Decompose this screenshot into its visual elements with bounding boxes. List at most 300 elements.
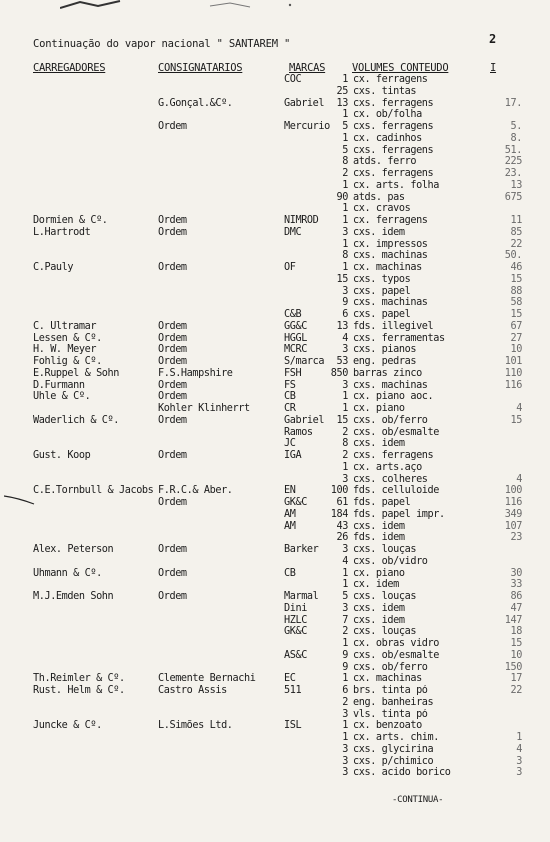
quantity-cell: 1 (342, 203, 348, 215)
shipper-cell: Rust. Helm & Cº. (33, 685, 125, 696)
value-cell: 150 (504, 661, 522, 673)
table-row (0, 274, 550, 286)
consignee-cell: L.Simões Ltd. (158, 720, 233, 732)
table-row (0, 121, 550, 133)
content-cell: fds. papel (353, 497, 411, 508)
value-cell: 23 (510, 532, 522, 544)
shipper-cell: Dormien & Cº. (33, 215, 108, 226)
value-cell: 88 (510, 285, 522, 297)
value-cell: 5. (510, 121, 522, 132)
table-row (0, 368, 550, 380)
page-number: 2 (489, 32, 497, 46)
mark-cell: Marmal (284, 591, 319, 602)
quantity-cell: 1 (342, 238, 348, 250)
value-cell: 85 (510, 226, 522, 238)
quantity-cell: 1 (342, 262, 348, 273)
value-cell: 15 (510, 414, 522, 426)
shipper-cell: C.E.Tornbull & Jacobs (33, 485, 153, 497)
value-cell: 4 (516, 403, 522, 414)
value-cell: 13 (510, 179, 522, 191)
shipper-cell: Th.Reimler & Cº. (33, 673, 125, 685)
content-cell: cx. machinas (353, 673, 422, 685)
table-row (0, 556, 550, 568)
mark-cell: Gabriel (284, 414, 325, 426)
consignee-cell: Ordem (158, 320, 187, 332)
mark-cell: Barker (284, 544, 319, 555)
value-cell: 18 (510, 626, 522, 638)
content-cell: cxs. ferragens (353, 121, 434, 132)
value-cell: 15 (510, 309, 522, 320)
shipper-cell: Waderlich & Cº. (33, 414, 120, 426)
table-row (0, 380, 550, 392)
content-cell: cx. arts. chim. (353, 732, 440, 743)
table-row (0, 685, 550, 697)
quantity-cell: 9 (342, 297, 348, 309)
mark-cell: S/marca (284, 356, 325, 367)
quantity-cell: 3 (342, 285, 348, 297)
quantity-cell: 1 (342, 732, 348, 743)
table-row (0, 321, 550, 333)
content-cell: cx. arts. folha (353, 179, 440, 191)
table-row (0, 720, 550, 732)
table-row (0, 591, 550, 603)
quantity-cell: 1 (342, 720, 348, 732)
header-shippers: CARREGADORES (33, 62, 106, 74)
table-row (0, 391, 550, 403)
table-row (0, 521, 550, 533)
consignee-cell: Ordem (158, 344, 187, 356)
shipper-cell: Uhmann & Cº. (33, 567, 102, 579)
value-cell: 15 (510, 638, 522, 649)
value-cell: 107 (504, 520, 522, 532)
mark-cell: AS&C (284, 649, 307, 661)
content-cell: cxs. idem (353, 226, 405, 238)
content-cell: cxs. glycirina (353, 743, 434, 755)
content-cell: eng. pedras (353, 356, 417, 367)
mark-cell: IGA (284, 450, 302, 461)
table-row (0, 568, 550, 580)
table-row (0, 344, 550, 356)
document-title: Continuação do vapor nacional " SANTAREM " (33, 38, 291, 50)
content-cell: cxs. ob/ferro (353, 661, 428, 673)
value-cell: 116 (504, 379, 522, 391)
consignee-cell: F.R.C.& Aber. (158, 485, 233, 497)
shipper-cell: Uhle & Cº. (33, 391, 91, 403)
table-row (0, 474, 550, 486)
content-cell: cx. obras vidro (353, 638, 440, 649)
quantity-cell: 8 (342, 156, 348, 168)
value-cell: 101 (504, 356, 522, 367)
value-cell: 51. (504, 144, 522, 156)
quantity-cell: 90 (336, 191, 348, 203)
table-row (0, 403, 550, 415)
manifest-table (0, 74, 550, 779)
quantity-cell: 3 (342, 602, 348, 614)
quantity-cell: 9 (342, 649, 348, 661)
table-row (0, 180, 550, 192)
content-cell: cxs. papel (353, 285, 411, 297)
value-cell: 22 (510, 685, 522, 696)
table-row (0, 227, 550, 239)
quantity-cell: 1 (342, 109, 348, 121)
consignee-cell: Ordem (158, 414, 187, 426)
shipper-cell: M.J.Emden Sohn (33, 591, 114, 602)
quantity-cell: 1 (342, 579, 348, 591)
consignee-cell: Ordem (158, 356, 187, 367)
mark-cell: FS (284, 379, 296, 391)
value-cell: 23. (504, 168, 522, 179)
content-cell: barras zinco (353, 367, 422, 379)
content-cell: cxs. ob/esmalte (353, 649, 440, 661)
quantity-cell: 1 (342, 391, 348, 403)
content-cell: cxs. machinas (353, 250, 428, 262)
header-consignees: CONSIGNATARIOS (158, 62, 243, 74)
mark-cell: CB (284, 391, 296, 403)
mark-cell: EN (284, 485, 296, 497)
consignee-cell: Ordem (158, 544, 187, 555)
mark-cell: GK&C (284, 626, 307, 638)
table-row (0, 427, 550, 439)
shipper-cell: C.Pauly (33, 262, 74, 273)
table-row (0, 309, 550, 321)
mark-cell: GG&C (284, 320, 307, 332)
quantity-cell: 3 (342, 226, 348, 238)
content-cell: cx. cravos (353, 203, 411, 215)
table-row (0, 532, 550, 544)
table-row (0, 544, 550, 556)
mark-cell: FSH (284, 367, 302, 379)
quantity-cell: 13 (336, 320, 348, 332)
quantity-cell: 3 (342, 755, 348, 767)
value-cell: 349 (504, 508, 522, 520)
shipper-cell: L.Hartrodt (33, 226, 91, 238)
table-row (0, 109, 550, 121)
mark-cell: CB (284, 567, 296, 579)
shipper-cell: D.Furmann (33, 379, 85, 391)
value-cell: 1 (516, 732, 522, 743)
quantity-cell: 4 (342, 555, 348, 567)
value-cell: 147 (504, 614, 522, 626)
content-cell: cx. piano (353, 567, 405, 579)
quantity-cell: 1 (342, 673, 348, 685)
content-cell: cxs. idem (353, 614, 405, 626)
table-row (0, 744, 550, 756)
table-row (0, 497, 550, 509)
content-cell: fds. idem (353, 532, 405, 544)
content-cell: cxs. machinas (353, 379, 428, 391)
header-volumes-content: VOLUMES CONTEUDO (352, 62, 449, 74)
quantity-cell: 3 (342, 708, 348, 720)
quantity-cell: 6 (342, 685, 348, 696)
table-row (0, 239, 550, 251)
content-cell: cxs. louças (353, 626, 417, 638)
table-row (0, 333, 550, 345)
quantity-cell: 15 (336, 414, 348, 426)
content-cell: fds. papel impr. (353, 508, 445, 520)
content-cell: cxs. ferramentas (353, 332, 445, 344)
quantity-cell: 3 (342, 344, 348, 356)
table-row (0, 156, 550, 168)
quantity-cell: 2 (342, 696, 348, 708)
mark-cell: MCRC (284, 344, 307, 356)
quantity-cell: 9 (342, 661, 348, 673)
table-row (0, 732, 550, 744)
table-row (0, 415, 550, 427)
mark-cell: HGGL (284, 332, 307, 344)
table-row (0, 579, 550, 591)
content-cell: cxs. louças (353, 544, 417, 555)
value-cell: 110 (504, 367, 522, 379)
content-cell: cx. piano aoc. (353, 391, 434, 403)
value-cell: 58 (510, 297, 522, 309)
value-cell: 10 (510, 344, 522, 356)
content-cell: cxs. tintas (353, 85, 417, 97)
consignee-cell: Kohler Klinherrt (158, 403, 250, 414)
quantity-cell: 2 (342, 450, 348, 461)
quantity-cell: 8 (342, 250, 348, 262)
table-row (0, 438, 550, 450)
content-cell: cxs. ob/vidro (353, 555, 428, 567)
value-cell: 10 (510, 649, 522, 661)
content-cell: cxs. pianos (353, 344, 417, 356)
mark-cell: ISL (284, 720, 302, 732)
consignee-cell: Ordem (158, 497, 187, 508)
consignee-cell: Ordem (158, 226, 187, 238)
quantity-cell: 26 (336, 532, 348, 544)
quantity-cell: 3 (342, 379, 348, 391)
shipper-cell: Fohlig & Cº. (33, 356, 102, 367)
value-cell: 11 (510, 215, 522, 226)
content-cell: cxs. ob/esmalte (353, 426, 440, 438)
mark-cell: GK&C (284, 497, 307, 508)
mark-cell: HZLC (284, 614, 307, 626)
content-cell: cxs. colheres (353, 473, 428, 485)
quantity-cell: 4 (342, 332, 348, 344)
quantity-cell: 8 (342, 438, 348, 450)
value-cell: 50. (504, 250, 522, 262)
header-marks: MARCAS (289, 62, 326, 74)
mark-cell: EC (284, 673, 296, 685)
continued-marker: -CONTINUA- (392, 795, 444, 805)
content-cell: cx. benzoato (353, 720, 422, 732)
mark-cell: COC (284, 74, 302, 85)
content-cell: cxs. ob/ferro (353, 414, 428, 426)
content-cell: fds. illegivel (353, 320, 434, 332)
table-row (0, 626, 550, 638)
value-cell: 67 (510, 320, 522, 332)
mark-cell: DMC (284, 226, 302, 238)
shipper-cell: Alex. Peterson (33, 544, 114, 555)
mark-cell: C&B (284, 309, 302, 320)
content-cell: cxs. typos (353, 273, 411, 285)
mark-cell: CR (284, 403, 296, 414)
table-row (0, 250, 550, 262)
mark-cell: AM (284, 508, 296, 520)
table-row (0, 286, 550, 298)
mark-cell: Ramos (284, 426, 313, 438)
quantity-cell: 7 (342, 614, 348, 626)
mark-cell: OF (284, 262, 296, 273)
content-cell: cx. ferragens (353, 215, 428, 226)
consignee-cell: Ordem (158, 450, 187, 461)
table-row (0, 450, 550, 462)
content-cell: cxs. louças (353, 591, 417, 602)
consignee-cell: Clemente Bernachi (158, 673, 256, 685)
quantity-cell: 2 (342, 626, 348, 638)
consignee-cell: Ordem (158, 567, 187, 579)
mark-cell: Gabriel (284, 97, 325, 109)
table-row (0, 192, 550, 204)
quantity-cell: 184 (330, 508, 348, 520)
quantity-cell: 5 (342, 591, 348, 602)
quantity-cell: 25 (336, 85, 348, 97)
table-row (0, 603, 550, 615)
table-row (0, 98, 550, 110)
content-cell: cx. impressos (353, 238, 428, 250)
value-cell: 27 (510, 332, 522, 344)
content-cell: cxs. ferragens (353, 168, 434, 179)
consignee-cell: Ordem (158, 215, 187, 226)
consignee-cell: Ordem (158, 262, 187, 273)
content-cell: cx. cadinhos (353, 132, 422, 144)
content-cell: cxs. p/chimico (353, 755, 434, 767)
quantity-cell: 100 (330, 485, 348, 497)
table-row (0, 462, 550, 474)
content-cell: atds. ferro (353, 156, 417, 168)
content-cell: brs. tinta pó (353, 685, 428, 696)
quantity-cell: 15 (336, 273, 348, 285)
quantity-cell: 1 (342, 403, 348, 414)
table-row (0, 133, 550, 145)
top-edge-scan-marks (60, 0, 360, 14)
content-cell: cxs. acido borico (353, 767, 451, 779)
content-cell: eng. banheiras (353, 696, 434, 708)
table-row (0, 662, 550, 674)
table-row (0, 356, 550, 368)
shipper-cell: E.Ruppel & Sohn (33, 367, 120, 379)
table-row (0, 615, 550, 627)
consignee-cell: G.Gonçal.&Cº. (158, 97, 233, 109)
value-cell: 17. (504, 97, 522, 109)
value-cell: 30 (510, 567, 522, 579)
value-cell: 4 (516, 743, 522, 755)
value-cell: 8. (510, 132, 522, 144)
table-row (0, 74, 550, 86)
table-row (0, 168, 550, 180)
table-row (0, 638, 550, 650)
table-row (0, 650, 550, 662)
table-row (0, 509, 550, 521)
quantity-cell: 2 (342, 168, 348, 179)
content-cell: cx. ob/folha (353, 109, 422, 121)
quantity-cell: 1 (342, 567, 348, 579)
value-cell: 3 (516, 755, 522, 767)
value-cell: 47 (510, 602, 522, 614)
table-row (0, 215, 550, 227)
quantity-cell: 1 (342, 461, 348, 473)
table-row (0, 203, 550, 215)
shipper-cell: C. Ultramar (33, 320, 97, 332)
quantity-cell: 53 (336, 356, 348, 367)
value-cell: 675 (504, 191, 522, 203)
quantity-cell: 6 (342, 309, 348, 320)
quantity-cell: 1 (342, 132, 348, 144)
mark-cell: NIMROD (284, 215, 319, 226)
mark-cell: 511 (284, 685, 302, 696)
quantity-cell: 1 (342, 638, 348, 649)
content-cell: cx. arts.aço (353, 461, 422, 473)
value-cell: 22 (510, 238, 522, 250)
table-row (0, 697, 550, 709)
quantity-cell: 5 (342, 121, 348, 132)
value-cell: 33 (510, 579, 522, 591)
consignee-cell: Castro Assis (158, 685, 227, 696)
quantity-cell: 1 (342, 215, 348, 226)
value-cell: 100 (504, 485, 522, 497)
consignee-cell: Ordem (158, 391, 187, 403)
content-cell: cxs. idem (353, 520, 405, 532)
quantity-cell: 43 (336, 520, 348, 532)
consignee-cell: Ordem (158, 379, 187, 391)
content-cell: cxs. ferragens (353, 144, 434, 156)
content-cell: fds. celluloide (353, 485, 440, 497)
content-cell: cx. machinas (353, 262, 422, 273)
value-cell: 15 (510, 273, 522, 285)
shipper-cell: H. W. Meyer (33, 344, 97, 356)
content-cell: cxs. machinas (353, 297, 428, 309)
quantity-cell: 850 (330, 367, 348, 379)
consignee-cell: Ordem (158, 121, 187, 132)
table-row (0, 262, 550, 274)
content-cell: vls. tinta pó (353, 708, 428, 720)
quantity-cell: 61 (336, 497, 348, 508)
mark-cell: Dini (284, 602, 307, 614)
consignee-cell: F.S.Hampshire (158, 367, 233, 379)
table-row (0, 145, 550, 157)
shipper-cell: Lessen & Cº. (33, 332, 102, 344)
consignee-cell: Ordem (158, 591, 187, 602)
content-cell: cxs. papel (353, 309, 411, 320)
value-cell: 3 (516, 767, 522, 779)
quantity-cell: 1 (342, 74, 348, 85)
mark-cell: Mercurio (284, 121, 330, 132)
value-cell: 116 (504, 497, 522, 508)
table-row (0, 756, 550, 768)
consignee-cell: Ordem (158, 332, 187, 344)
quantity-cell: 3 (342, 544, 348, 555)
value-cell: 4 (516, 473, 522, 485)
value-cell: 86 (510, 591, 522, 602)
value-cell: 225 (504, 156, 522, 168)
table-row (0, 485, 550, 497)
quantity-cell: 3 (342, 767, 348, 779)
content-cell: cx. ferragens (353, 74, 428, 85)
value-cell: 17 (510, 673, 522, 685)
shipper-cell: Juncke & Cº. (33, 720, 102, 732)
table-row (0, 709, 550, 721)
quantity-cell: 1 (342, 179, 348, 191)
content-cell: cxs. ferragens (353, 97, 434, 109)
value-cell: 46 (510, 262, 522, 273)
mark-cell: AM (284, 520, 296, 532)
header-value: I (490, 62, 497, 74)
content-cell: atds. pas (353, 191, 405, 203)
quantity-cell: 3 (342, 473, 348, 485)
shipper-cell: Gust. Koop (33, 450, 91, 461)
quantity-cell: 5 (342, 144, 348, 156)
table-row (0, 673, 550, 685)
table-row (0, 297, 550, 309)
